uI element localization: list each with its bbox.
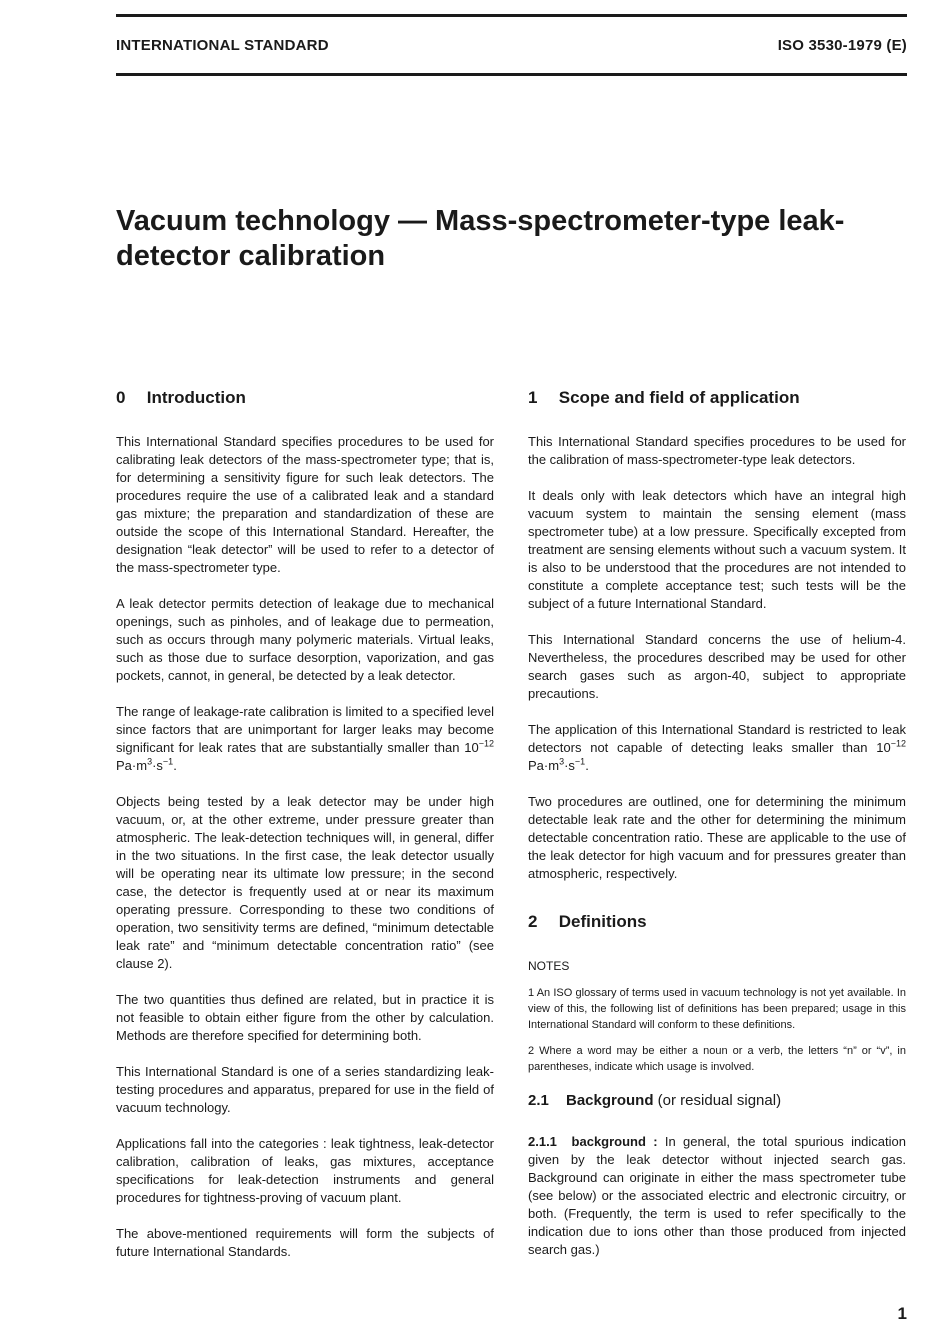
paragraph: Applications fall into the categories : leak tightness, leak-detector calibration, calibration of leaks, gas mixtures, acceptance specifications for leak-detection instruments and general procedures for tightness-proving of vacuum plant. xyxy=(116,1136,494,1205)
section-number: 0 xyxy=(116,388,126,407)
term-number: 2.1.1 xyxy=(528,1134,557,1149)
section-title: Introduction xyxy=(146,388,246,407)
notes-label: NOTES xyxy=(528,959,570,973)
term-definition: In general, the total spurious indication given by the leak detector without injected search gas. Background can originate in either the mass spectrometer tube (see below) or the associated electric and electronic circuitry, or both. (Frequently, the term is used to refer specifically to the indication due to ions other than those produced from injected search gas.) xyxy=(528,1134,906,1257)
paragraph: A leak detector permits detection of leakage due to mechanical openings, such as pinholes, and of leakage due to permeation, such as occurs through many polymeric materials. Virtual leaks, such as those due to surface desorption, vaporization, and gas pockets, cannot, in general, be detected by a leak detector. xyxy=(116,596,494,683)
paragraph: This International Standard is one of a series standardizing leak-testing procedures and apparatus, prepared for use in the field of vacuum technology. xyxy=(116,1064,494,1115)
paragraph: This International Standard concerns the use of helium-4. Nevertheless, the procedures described may be used for other search gases such as argon-40, subject to appropriate precautions. xyxy=(528,632,906,701)
section-title: Scope and field of application xyxy=(558,388,800,407)
paragraph: The range of leakage-rate calibration is limited to a specified level since factors that are unimportant for larger leaks may become significant for leak rates that are substantially smaller than $10^{-12}$ $Pa\cdot m^3\cdot s^{-1}$. xyxy=(116,704,494,773)
term-name: background : xyxy=(571,1134,658,1149)
subsection-title: Background xyxy=(566,1092,654,1109)
paragraph: Two procedures are outlined, one for determining the minimum detectable leak rate and the other for determining the minimum detectable concentration ratio. These are applicable to the use of the leak detector for high vacuum and for pressures greater than atmospheric, respectively. xyxy=(528,794,906,881)
header-rule xyxy=(116,73,907,76)
spacer xyxy=(528,901,906,911)
section-number: 1 xyxy=(528,388,538,407)
subsection-subtitle: (or residual signal) xyxy=(653,1092,782,1109)
section-2-heading xyxy=(528,911,906,933)
page-number: 1 xyxy=(897,1304,907,1323)
note-1: 1 An ISO glossary of terms used in vacuum technology is not yet available. In view of this, the following list of definitions has been prepared; usage in this International Standard will conform to these definitions. xyxy=(528,987,906,1031)
top-rule xyxy=(116,14,907,17)
paragraph: The above-mentioned requirements will form the subjects of future International Standards. xyxy=(116,1226,494,1259)
paragraph: It deals only with leak detectors which have an integral high vacuum system to maintain the sensing element (mass spectrometer tube) at a low pressure. Specifically excepted from treatment are sensing elements without such a vacuum system. It is also to be understood that the procedures are not intended to constitute a complete acceptance test; such tests will be the subject of a future International Standard. xyxy=(528,488,906,611)
section-1-heading xyxy=(528,387,906,409)
left-column xyxy=(116,387,494,1279)
standard-number: ISO 3530-1979 (E) xyxy=(777,37,907,54)
paragraph: This International Standard specifies procedures to be used for the calibration of mass-spectrometer-type leak detectors. xyxy=(528,434,906,467)
definition-2-1-1 xyxy=(528,1133,906,1259)
section-0-heading xyxy=(116,387,494,409)
paragraph: The two quantities thus defined are related, but in practice it is not feasible to obtain either figure from the other by calculation. Methods are therefore specified for determining both. xyxy=(116,992,494,1043)
right-column xyxy=(528,387,906,1277)
paragraph: Objects being tested by a leak detector may be under high vacuum, or, at the other extreme, under pressure greater than atmospheric. The leak-detection techniques will, in general, differ in the two situations. In the first case, the leak detector usually will be operating near its ultimate low pressure; in the second case, the detector is frequently used at or near its maximum operating pressure. Corresponding to these two conditions of operation, two sensitivity terms are defined, “minimum detectable leak rate” and “minimum detectable concentration ratio” (see clause 2). xyxy=(116,794,494,971)
subsection-number: 2.1 xyxy=(528,1092,549,1109)
document-title: Vacuum technology — Mass-spectrometer-type leak-detector calibration xyxy=(116,205,845,272)
standard-type-label: INTERNATIONAL STANDARD xyxy=(116,37,329,54)
paragraph: The application of this International Standard is restricted to leak detectors not capable of detecting leaks smaller than $10^{-12}$ $Pa\cdot m^3\cdot s^{-1}$. xyxy=(528,722,906,773)
note-2: 2 Where a word may be either a noun or a verb, the letters “n” or “v”, in parentheses, indicate which usage is involved. xyxy=(528,1045,906,1073)
section-number: 2 xyxy=(528,912,538,931)
subsection-2-1-heading xyxy=(528,1091,906,1111)
section-title: Definitions xyxy=(558,912,647,931)
paragraph: This International Standard specifies procedures to be used for calibrating leak detectors of the mass-spectrometer type; that is, for determining a sensitivity figure for such leak detectors. The procedures require the use of a calibrated leak and a standard gas mixture; the preparation and standardization of these are outside the scope of this International Standard. Hereafter, the designation “leak detector” will be used to refer to a detector of the mass-spectrometer type. xyxy=(116,434,494,575)
